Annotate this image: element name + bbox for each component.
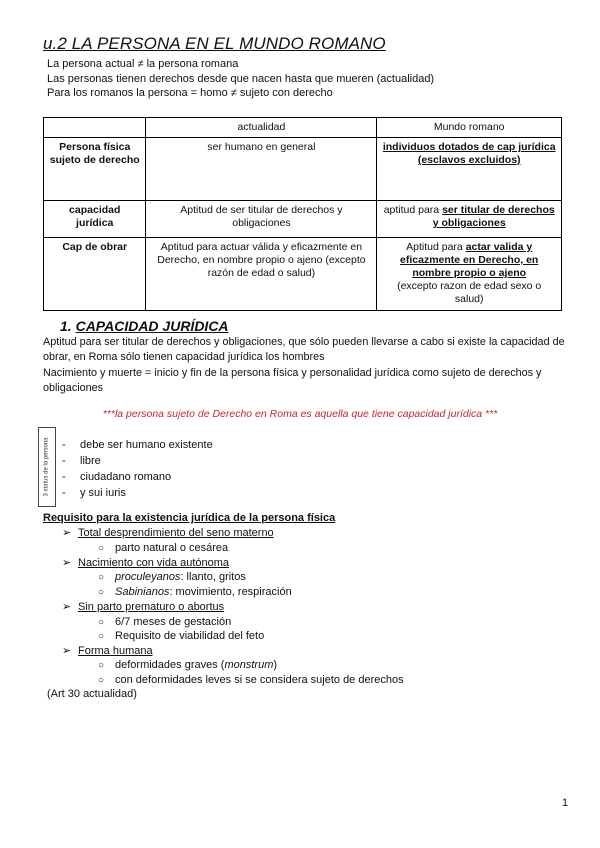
arrow-bullet-icon: ➢ [62,527,72,539]
detail-text: 6/7 meses de gestación [115,616,232,628]
paragraph: Nacimiento y muerte = inicio y fin de la persona física y personalidad jurídica como sujeto de derechos y obligaciones [43,367,542,394]
list-item-text: libre [80,455,101,467]
cell-romano [377,138,562,201]
table-row [44,238,562,311]
intro-line: Para los romanos la persona = homo ≠ sujeto con derecho [47,87,333,99]
circle-bullet-icon: ○ [98,675,105,686]
row-label: capacidad jurídica [44,201,146,238]
circle-bullet-icon: ○ [98,587,105,598]
list-item-text: debe ser humano existente [80,439,213,451]
page-title: u.2 LA PERSONA EN EL MUNDO ROMANO [43,34,386,53]
cell-romano-text: aptitud para [383,204,440,216]
cell-romano-emphasis: actar valida y eficazmente en Derecho, en nombre propio o ajeno [400,241,539,279]
cell-romano-emphasis: individuos dotados de cap jurídica (esclavos excluidos) [382,141,556,166]
side-label-box [38,427,56,507]
requirement-label: Nacimiento con vida autónoma [78,557,230,569]
footnote: (Art 30 actualidad) [47,688,137,700]
detail-text: : movimiento, respiración [169,586,292,598]
list-item-text: y sui iuris [80,487,126,499]
cell-actual: Aptitud de ser titular de derechos y obligaciones [146,201,377,238]
list-item [62,453,213,469]
dash-bullet-icon: - [62,471,66,483]
detail-text: : llanto, gritos [180,571,246,583]
dash-bullet-icon: - [62,455,66,467]
requirement-detail [98,659,277,671]
table-header-cell: actualidad [146,118,377,138]
dash-list [62,437,213,501]
requirement-label: Total desprendimiento del seno materno [78,527,274,539]
requirement-item [62,644,153,657]
cell-romano [377,238,562,311]
arrow-bullet-icon: ➢ [62,601,72,613]
requirement-label: Sin parto prematuro o abortus [78,601,225,613]
list-item-text: ciudadano romano [80,471,172,483]
detail-text: Requisito de viabilidad del feto [115,630,265,642]
table-header-row [44,118,562,138]
circle-bullet-icon: ○ [98,572,105,583]
requirement-item [62,600,224,613]
dash-bullet-icon: - [62,487,66,499]
requirement-item [62,526,274,539]
comparison-table [43,117,562,311]
circle-bullet-icon: ○ [98,631,105,642]
page-number: 1 [562,797,569,809]
requirement-detail [98,542,228,554]
arrow-bullet-icon: ➢ [62,645,72,657]
list-item [62,485,213,501]
table-row [44,138,562,201]
list-item [62,469,213,485]
table-row [44,201,562,238]
circle-bullet-icon: ○ [98,543,105,554]
requirement-label: Forma humana [78,645,153,657]
row-label: Persona física sujeto de derecho [44,138,146,201]
cell-romano-emphasis: ser titular de derechos y obligaciones [432,204,555,229]
cell-romano [377,201,562,238]
highlight-note: ***la persona sujeto de Derecho en Roma es aquella que tiene capacidad jurídica *** [102,408,498,420]
table-header-cell [44,118,146,138]
requirement-detail [98,630,264,642]
detail-text: con deformidades leves si se considera sujeto de derechos [115,674,404,686]
intro-block [47,57,434,101]
cell-romano-note: (excepto razon de edad sexo o salud) [397,280,542,305]
requirement-detail [98,616,231,628]
list-item [62,437,213,453]
detail-text: deformidades graves ( [115,659,225,671]
requirements-title: Requisito para la existencia jurídica de la persona física [43,512,336,524]
intro-line: La persona actual ≠ la persona romana [47,58,239,70]
section-heading [60,318,229,334]
section-number: 1. [60,318,72,334]
requirement-detail [98,586,292,598]
cell-romano-text: Aptitud para [406,241,463,253]
arrow-bullet-icon: ➢ [62,557,72,569]
detail-text: parto natural o cesárea [115,542,229,554]
section-title: CAPACIDAD JURÍDICA [75,318,229,334]
requirement-detail [98,674,404,686]
circle-bullet-icon: ○ [98,617,105,628]
side-label: 3 status de la persona [44,437,51,497]
row-label: Cap de obrar [44,238,146,311]
dash-bullet-icon: - [62,439,66,451]
detail-emphasis: Sabinianos [115,586,170,598]
cell-actual: Aptitud para actuar válida y eficazmente en Derecho, en nombre propio o ajeno (excepto razón de edad o salud) [146,238,377,311]
circle-bullet-icon: ○ [98,660,105,671]
cell-actual: ser humano en general [146,138,377,201]
requirement-item [62,556,229,569]
intro-line: Las personas tienen derechos desde que nacen hasta que mueren (actualidad) [47,72,435,85]
table-header-cell: Mundo romano [377,118,562,138]
detail-emphasis: proculeyanos [115,571,181,583]
paragraph: Aptitud para ser titular de derechos y obligaciones, que sólo pueden llevarse a cabo si existe la capacidad de obrar, en Roma sólo tienen capacidad jurídica los hombres [43,336,565,363]
detail-emphasis: monstrum [224,659,274,671]
requirement-detail [98,571,246,583]
detail-text: ) [273,659,278,671]
